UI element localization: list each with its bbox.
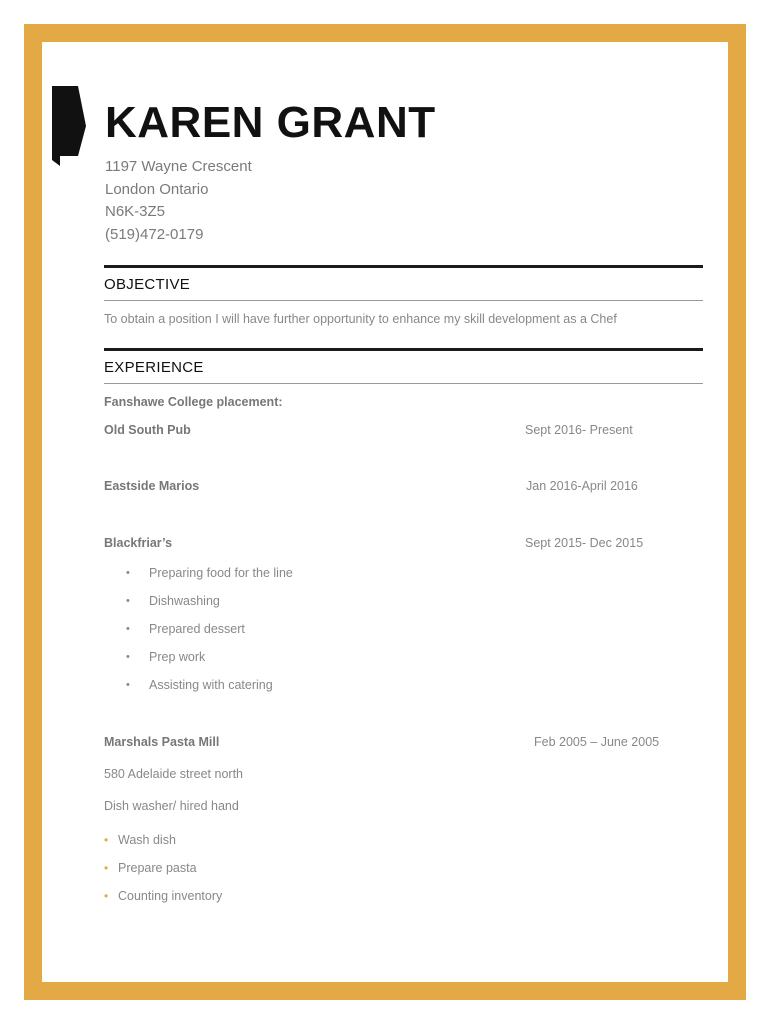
duty-list: [104, 831, 222, 915]
experience-bottom-rule: [104, 383, 703, 384]
address-line: 1197 Wayne Crescent: [105, 158, 252, 175]
list-item: • Assisting with catering: [126, 678, 273, 692]
bullet-icon: •: [104, 861, 109, 875]
job-employer: Old South Pub: [104, 423, 191, 437]
job-dates: Sept 2016- Present: [525, 423, 633, 437]
bullet-icon: •: [104, 833, 109, 847]
experience-top-rule: [104, 348, 703, 351]
header-accent-tab: [52, 86, 86, 166]
contact-block: [105, 156, 252, 246]
resume-sheet: [42, 42, 728, 982]
job-role: Dish washer/ hired hand: [104, 799, 239, 813]
bullet-icon: •: [126, 679, 130, 691]
objective-heading: OBJECTIVE: [104, 276, 191, 293]
job-address: 580 Adelaide street north: [104, 767, 243, 781]
phone-number: (519)472-0179: [105, 225, 204, 243]
job-dates: Jan 2016-April 2016: [526, 479, 638, 493]
candidate-name: KAREN GRANT: [105, 98, 436, 147]
city-line: London Ontario: [105, 180, 209, 198]
placement-heading: Fanshawe College placement:: [104, 395, 283, 409]
bullet-icon: •: [104, 889, 109, 903]
job-employer: Marshals Pasta Mill: [104, 735, 220, 749]
job-employer: Blackfriar’s: [104, 536, 173, 550]
bullet-icon: •: [126, 651, 130, 663]
list-item: • Prepared dessert: [126, 622, 245, 636]
list-item: • Preparing food for the line: [126, 566, 293, 580]
objective-bottom-rule: [104, 300, 703, 301]
list-item: • Prep work: [126, 650, 206, 664]
job-dates: Sept 2015- Dec 2015: [525, 536, 644, 550]
objective-top-rule: [104, 265, 703, 268]
page-frame: [24, 24, 746, 1000]
bullet-icon: •: [126, 595, 130, 607]
list-item: • Prepare pasta: [104, 861, 197, 875]
bullet-icon: •: [126, 567, 130, 579]
job-dates: Feb 2005 – June 2005: [534, 735, 660, 749]
objective-text: To obtain a position I will have further opportunity to enhance my skill development as a Chef: [104, 312, 617, 326]
job-employer: Eastside Marios: [104, 479, 200, 493]
experience-heading: EXPERIENCE: [104, 359, 204, 376]
list-item: • Dishwashing: [126, 594, 220, 608]
duty-list: [104, 564, 293, 704]
bullet-icon: •: [126, 623, 130, 635]
list-item: • Counting inventory: [104, 889, 223, 903]
postal-code: N6K-3Z5: [105, 203, 166, 220]
list-item: • Wash dish: [104, 833, 176, 847]
